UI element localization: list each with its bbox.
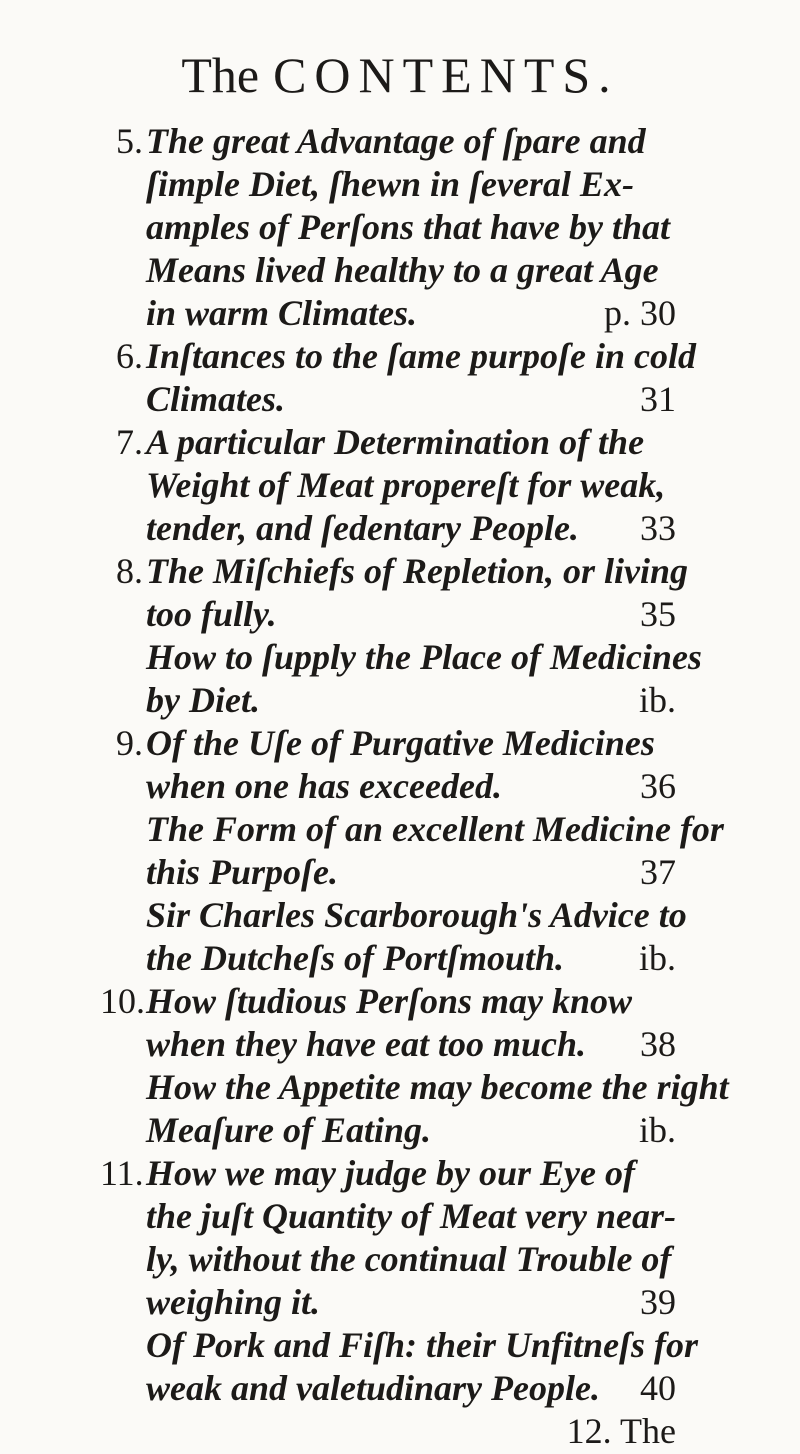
entry-text: in warm Climates. (146, 293, 418, 333)
page-header (0, 46, 800, 104)
toc-line (0, 462, 800, 508)
page-reference: 33 (640, 508, 676, 548)
entry-text: Of Pork and Fiſh: their Unfitneſs for (146, 1325, 699, 1365)
entry-text: when they have eat too much. (146, 1024, 586, 1064)
entry-text: Weight of Meat propereſt for weak, (146, 465, 666, 505)
entry-text: A particular Determination of the (146, 422, 645, 462)
toc-line (0, 333, 800, 379)
entry-text: weak and valetudinary People. (146, 1368, 600, 1408)
toc-line (0, 376, 800, 422)
entry-text: weighing it. (146, 1282, 321, 1322)
header-contents: CONTENTS. (273, 47, 619, 103)
toc-line (0, 1279, 800, 1325)
entry-text: by Diet. (146, 680, 260, 720)
entry-text: How ſtudious Perſons may know (146, 981, 633, 1021)
page-reference: 37 (640, 852, 676, 892)
page-reference: 36 (640, 766, 676, 806)
entry-text: Means lived healthy to a great Age (146, 250, 659, 290)
page-reference: p. 30 (604, 293, 676, 333)
entry-text: Inſtances to the ſame purpoſe in cold (146, 336, 696, 376)
toc-line (0, 1150, 800, 1196)
toc-line (0, 505, 800, 551)
toc-line (0, 204, 800, 250)
toc-line (0, 677, 800, 723)
toc-line (0, 247, 800, 293)
entry-text: The great Advantage of ſpare and (146, 121, 646, 161)
toc-line (0, 1236, 800, 1282)
toc-line (0, 1021, 800, 1067)
entry-text: Meaſure of Eating. (146, 1110, 432, 1150)
toc-line (0, 591, 800, 637)
toc-line (0, 634, 800, 680)
entry-number: 10. (100, 981, 145, 1021)
toc-line (0, 1322, 800, 1368)
toc-line (0, 1107, 800, 1153)
entry-number: 5. (116, 121, 143, 161)
entry-text: How to ſupply the Place of Medicines (146, 637, 702, 677)
entry-text: amples of Perſons that have by that (146, 207, 670, 247)
toc-line (0, 290, 800, 336)
toc-line (0, 806, 800, 852)
entry-number: 9. (116, 723, 143, 763)
toc-line (0, 419, 800, 465)
toc-line (0, 720, 800, 766)
page-reference: ib. (638, 938, 676, 978)
page-reference: ib. (638, 680, 676, 720)
entry-text: this Purpoſe. (146, 852, 339, 892)
entry-text: ly, without the continual Trouble of (146, 1239, 672, 1279)
entry-text: too fully. (146, 594, 277, 634)
toc-line (0, 849, 800, 895)
entry-text: The Miſchiefs of Repletion, or living (146, 551, 688, 591)
entry-text: Climates. (146, 379, 286, 419)
page-reference: 35 (640, 594, 676, 634)
entry-number: 8. (116, 551, 143, 591)
toc-line (0, 1193, 800, 1239)
entry-text: The Form of an excellent Medicine for (146, 809, 724, 849)
toc-line (0, 1064, 800, 1110)
entry-text: the Dutcheſs of Portſmouth. (146, 938, 565, 978)
entry-text: Of the Uſe of Purgative Medicines (146, 723, 655, 763)
entry-text: ſimple Diet, ſhewn in ſeveral Ex- (146, 164, 634, 204)
entry-number: 6. (116, 336, 143, 376)
toc-line (0, 118, 800, 164)
toc-line (0, 892, 800, 938)
entry-number: 11. (100, 1153, 144, 1193)
entry-text: How we may judge by our Eye of (146, 1153, 635, 1193)
toc-line (0, 978, 800, 1024)
page-reference: 31 (640, 379, 676, 419)
page-reference: 38 (640, 1024, 676, 1064)
toc-line (0, 1365, 800, 1411)
page-reference: 40 (640, 1368, 676, 1408)
entry-text: the juſt Quantity of Meat very near- (146, 1196, 676, 1236)
catchword: 12. The (566, 1411, 676, 1451)
entry-text: Sir Charles Scarborough's Advice to (146, 895, 687, 935)
entry-text: when one has exceeded. (146, 766, 502, 806)
toc-line (0, 763, 800, 809)
toc-line (0, 935, 800, 981)
toc-line (0, 548, 800, 594)
toc-line (0, 161, 800, 207)
header-the: The (181, 47, 260, 103)
toc-line (0, 1408, 800, 1454)
page-reference: 39 (640, 1282, 676, 1322)
entry-number: 7. (116, 422, 143, 462)
entry-text: tender, and ſedentary People. (146, 508, 579, 548)
entry-text: How the Appetite may become the right (146, 1067, 729, 1107)
page-reference: ib. (638, 1110, 676, 1150)
